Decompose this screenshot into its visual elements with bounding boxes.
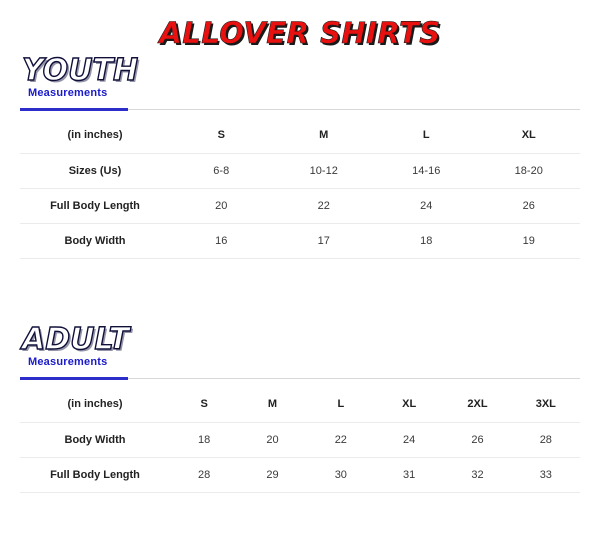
table-cell: 29: [238, 458, 306, 493]
table-cell: 24: [375, 189, 478, 224]
adult-subheading: Measurements: [28, 356, 108, 368]
table-cell: 33: [512, 458, 580, 493]
table-row: [20, 423, 580, 458]
table-cell: 32: [443, 458, 511, 493]
table-cell: 22: [307, 423, 375, 458]
table-cell: 22: [273, 189, 376, 224]
table-cell: 28: [170, 458, 238, 493]
adult-size-table: [20, 380, 580, 493]
table-cell: 16: [170, 224, 273, 259]
column-header: (in inches): [20, 380, 170, 423]
table-cell: 26: [478, 189, 581, 224]
youth-divider-accent: [20, 108, 128, 111]
table-row: [20, 189, 580, 224]
size-chart-page: [0, 8, 600, 540]
table-cell: 30: [307, 458, 375, 493]
page-title: ALLOVER SHIRTS: [159, 16, 441, 50]
youth-subheading: Measurements: [28, 87, 108, 99]
table-cell: 18: [375, 224, 478, 259]
row-label: Body Width: [20, 423, 170, 458]
column-header: S: [170, 380, 238, 423]
table-cell: 19: [478, 224, 581, 259]
adult-divider-accent: [20, 377, 128, 380]
table-cell: 20: [238, 423, 306, 458]
table-cell: 10-12: [273, 154, 376, 189]
table-cell: 18-20: [478, 154, 581, 189]
row-label: Full Body Length: [20, 458, 170, 493]
table-row: [20, 224, 580, 259]
column-header: L: [307, 380, 375, 423]
adult-heading-block: [0, 322, 600, 368]
youth-heading: YOUTH: [22, 53, 139, 88]
column-header: S: [170, 111, 273, 154]
table-cell: 18: [170, 423, 238, 458]
table-cell: 26: [443, 423, 511, 458]
column-header: XL: [478, 111, 581, 154]
table-row: [20, 458, 580, 493]
column-header: 3XL: [512, 380, 580, 423]
table-cell: 31: [375, 458, 443, 493]
youth-heading-block: [0, 53, 600, 99]
youth-size-table: [20, 111, 580, 259]
adult-divider: [0, 377, 600, 380]
column-header: 2XL: [443, 380, 511, 423]
column-header: M: [273, 111, 376, 154]
table-cell: 28: [512, 423, 580, 458]
row-label: Sizes (Us): [20, 154, 170, 189]
adult-heading: ADULT: [22, 322, 130, 357]
youth-divider: [0, 108, 600, 111]
table-header-row: [20, 380, 580, 423]
section-youth: [0, 53, 600, 259]
table-header-row: [20, 111, 580, 154]
section-adult: [0, 322, 600, 493]
column-header: L: [375, 111, 478, 154]
row-label: Full Body Length: [20, 189, 170, 224]
table-cell: 24: [375, 423, 443, 458]
table-cell: 20: [170, 189, 273, 224]
table-cell: 14-16: [375, 154, 478, 189]
column-header: XL: [375, 380, 443, 423]
table-cell: 17: [273, 224, 376, 259]
row-label: Body Width: [20, 224, 170, 259]
column-header: (in inches): [20, 111, 170, 154]
column-header: M: [238, 380, 306, 423]
table-cell: 6-8: [170, 154, 273, 189]
table-row: [20, 154, 580, 189]
